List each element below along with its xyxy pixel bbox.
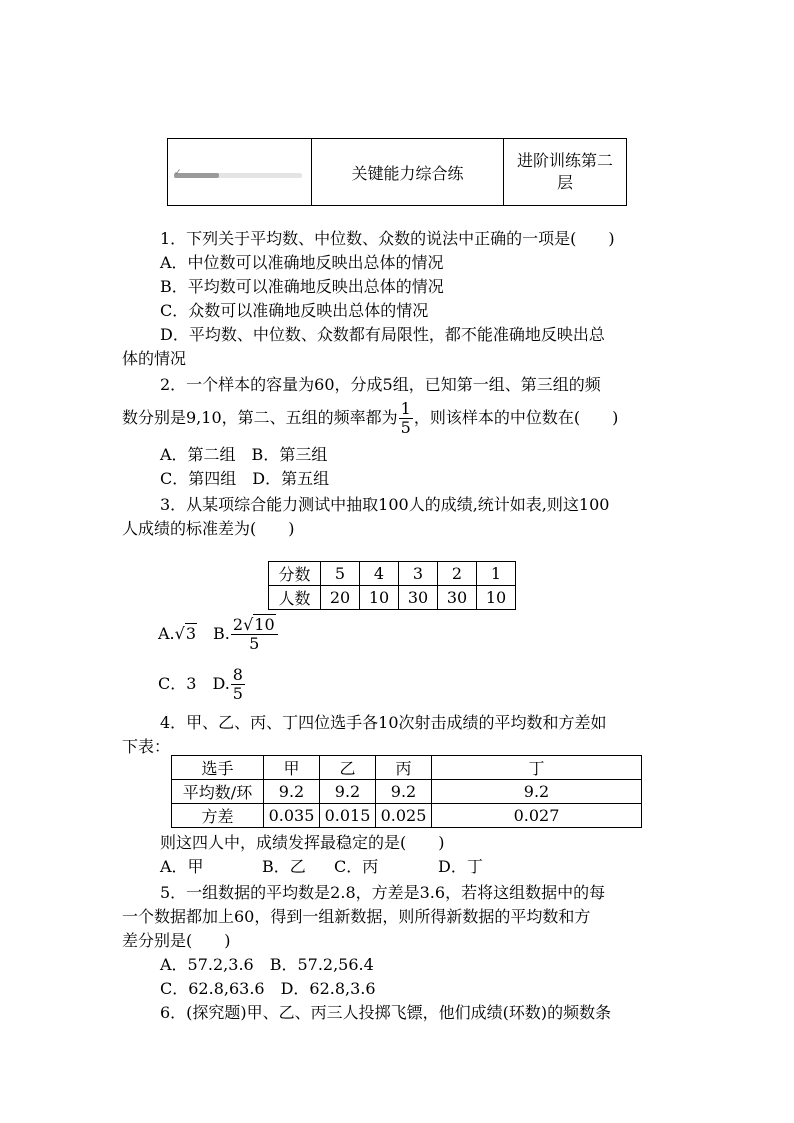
- q4-cell: 0.025: [376, 804, 432, 828]
- q3-cell: 10: [360, 586, 399, 610]
- q3-opt-b-label: B.: [213, 624, 230, 643]
- q3-opt-a-radicand: 3: [185, 624, 197, 643]
- q5-line2: 一个数据都加上60，得到一组新数据，则所得新数据的平均数和方: [122, 907, 591, 926]
- q1-option-d: D．平均数、中位数、众数都有局限性，都不能准确地反映出总: [160, 325, 605, 344]
- q3-cell: 10: [477, 586, 516, 610]
- q3-table-row: [269, 586, 516, 610]
- q3-cell: 3: [399, 562, 438, 586]
- q3-cell: 30: [438, 586, 477, 610]
- q3-opt-b-num: [231, 616, 278, 635]
- q2-line2: [122, 398, 618, 438]
- q4-cell: 平均数/环: [172, 780, 264, 804]
- q3-cell: 20: [321, 586, 360, 610]
- q1-option-a: A．中位数可以准确地反映出总体的情况: [160, 253, 444, 272]
- q2-frac-num: 1: [400, 399, 411, 418]
- q4-option-d: D．丁: [438, 857, 483, 876]
- q3-opt-a-sqrt: √3: [174, 624, 197, 643]
- q5-line3: 差分别是( ): [122, 931, 231, 950]
- q1-stem: 1．下列关于平均数、中位数、众数的说法中正确的一项是( ): [160, 229, 615, 248]
- q3-opt-b-sqrt: √10: [243, 615, 275, 634]
- q4-table-mean-row: [172, 780, 642, 804]
- q4-cell: 甲: [264, 756, 320, 780]
- q4-shooting-table: [171, 755, 642, 828]
- q3-options-ab: [158, 612, 279, 656]
- check-icon: ✓: [174, 168, 182, 178]
- q3-opt-c: C．3: [158, 674, 197, 693]
- q3-cell: 5: [321, 562, 360, 586]
- q3-table-row: [269, 562, 516, 586]
- q4-cell: 9.2: [264, 780, 320, 804]
- q4-option-a: A．甲: [160, 857, 204, 876]
- q4-cell: 乙: [320, 756, 376, 780]
- q4-cell: 丙: [376, 756, 432, 780]
- progress-bar: [174, 168, 302, 178]
- q3-opt-b-fraction: [231, 616, 278, 653]
- q2-fraction: [399, 400, 413, 437]
- section-header: [167, 138, 627, 206]
- q2-line1: 2．一个样本的容量为60，分成5组，已知第一组、第三组的频: [160, 375, 601, 394]
- q4-table-header-row: [172, 756, 642, 780]
- q4-cell: 9.2: [320, 780, 376, 804]
- q4-cell: 方差: [172, 804, 264, 828]
- q3-cell: 2: [438, 562, 477, 586]
- q3-opt-b-radicand: 10: [254, 615, 275, 634]
- q4-cell: 9.2: [432, 780, 642, 804]
- q3-opt-a-label: A.: [158, 624, 175, 643]
- q4-line1: 4．甲、乙、丙、丁四位选手各10次射击成绩的平均数和方差如: [160, 713, 607, 732]
- q1-option-c: C．众数可以准确地反映出总体的情况: [160, 301, 429, 320]
- q2-frac-den: 5: [400, 418, 411, 437]
- q3-score-table: [268, 561, 516, 610]
- q4-cell: 0.015: [320, 804, 376, 828]
- q3-options-cd: [158, 662, 246, 706]
- q2-line2-text: 数分别是9,10，第二、五组的频率都为: [122, 408, 398, 427]
- q3-line2: 人成绩的标准差为( ): [122, 519, 295, 538]
- q1-option-d-cont: 体的情况: [122, 349, 187, 368]
- q3-line1: 3．从某项综合能力测试中抽取100人的成绩,统计如表,则这100: [160, 495, 610, 514]
- q3-cell: 4: [360, 562, 399, 586]
- q4-option-b: B．乙: [262, 857, 306, 876]
- progress-cell: [168, 139, 312, 205]
- q4-option-c: C．丙: [334, 857, 379, 876]
- q2-line2-tail: ，则该样本的中位数在( ): [413, 408, 619, 427]
- q3-opt-b-coef: 2: [232, 615, 244, 634]
- q2-options-cd: C．第四组 D．第五组: [160, 469, 330, 488]
- q1-option-b: B．平均数可以准确地反映出总体的情况: [160, 277, 444, 296]
- q2-options-ab: A．第二组 B．第三组: [160, 445, 328, 464]
- q4-line2: 下表：: [122, 737, 171, 756]
- q4-table-variance-row: [172, 804, 642, 828]
- q3-cell: 人数: [269, 586, 321, 610]
- q3-opt-d-den: 5: [232, 684, 243, 703]
- q4-cell: 丁: [432, 756, 642, 780]
- q3-cell: 30: [399, 586, 438, 610]
- level-title: 进阶训练第二层: [516, 151, 613, 192]
- q6-line1: 6．(探究题)甲、乙、丙三人投掷飞镖，他们成绩(环数)的频数条: [160, 1003, 612, 1022]
- q3-opt-d-num: 8: [232, 665, 243, 684]
- q4-cell: 9.2: [376, 780, 432, 804]
- q5-options-cd: C．62.8,63.6 D．62.8,3.6: [160, 979, 376, 998]
- q3-cell: 1: [477, 562, 516, 586]
- q4-question: 则这四人中，成绩发挥最稳定的是( ): [160, 833, 445, 852]
- q5-options-ab: A．57.2,3.6 B．57.2,56.4: [160, 955, 374, 974]
- q3-opt-d-fraction: [231, 666, 245, 703]
- q3-opt-d-label: D.: [212, 674, 230, 693]
- q4-cell: 选手: [172, 756, 264, 780]
- q5-line1: 5．一组数据的平均数是2.8，方差是3.6，若将这组数据中的每: [160, 883, 606, 902]
- q3-opt-b-den: 5: [249, 634, 260, 653]
- q4-cell: 0.035: [264, 804, 320, 828]
- q3-cell: 分数: [269, 562, 321, 586]
- q4-cell: 0.027: [432, 804, 642, 828]
- section-title: 关键能力综合练: [312, 139, 504, 205]
